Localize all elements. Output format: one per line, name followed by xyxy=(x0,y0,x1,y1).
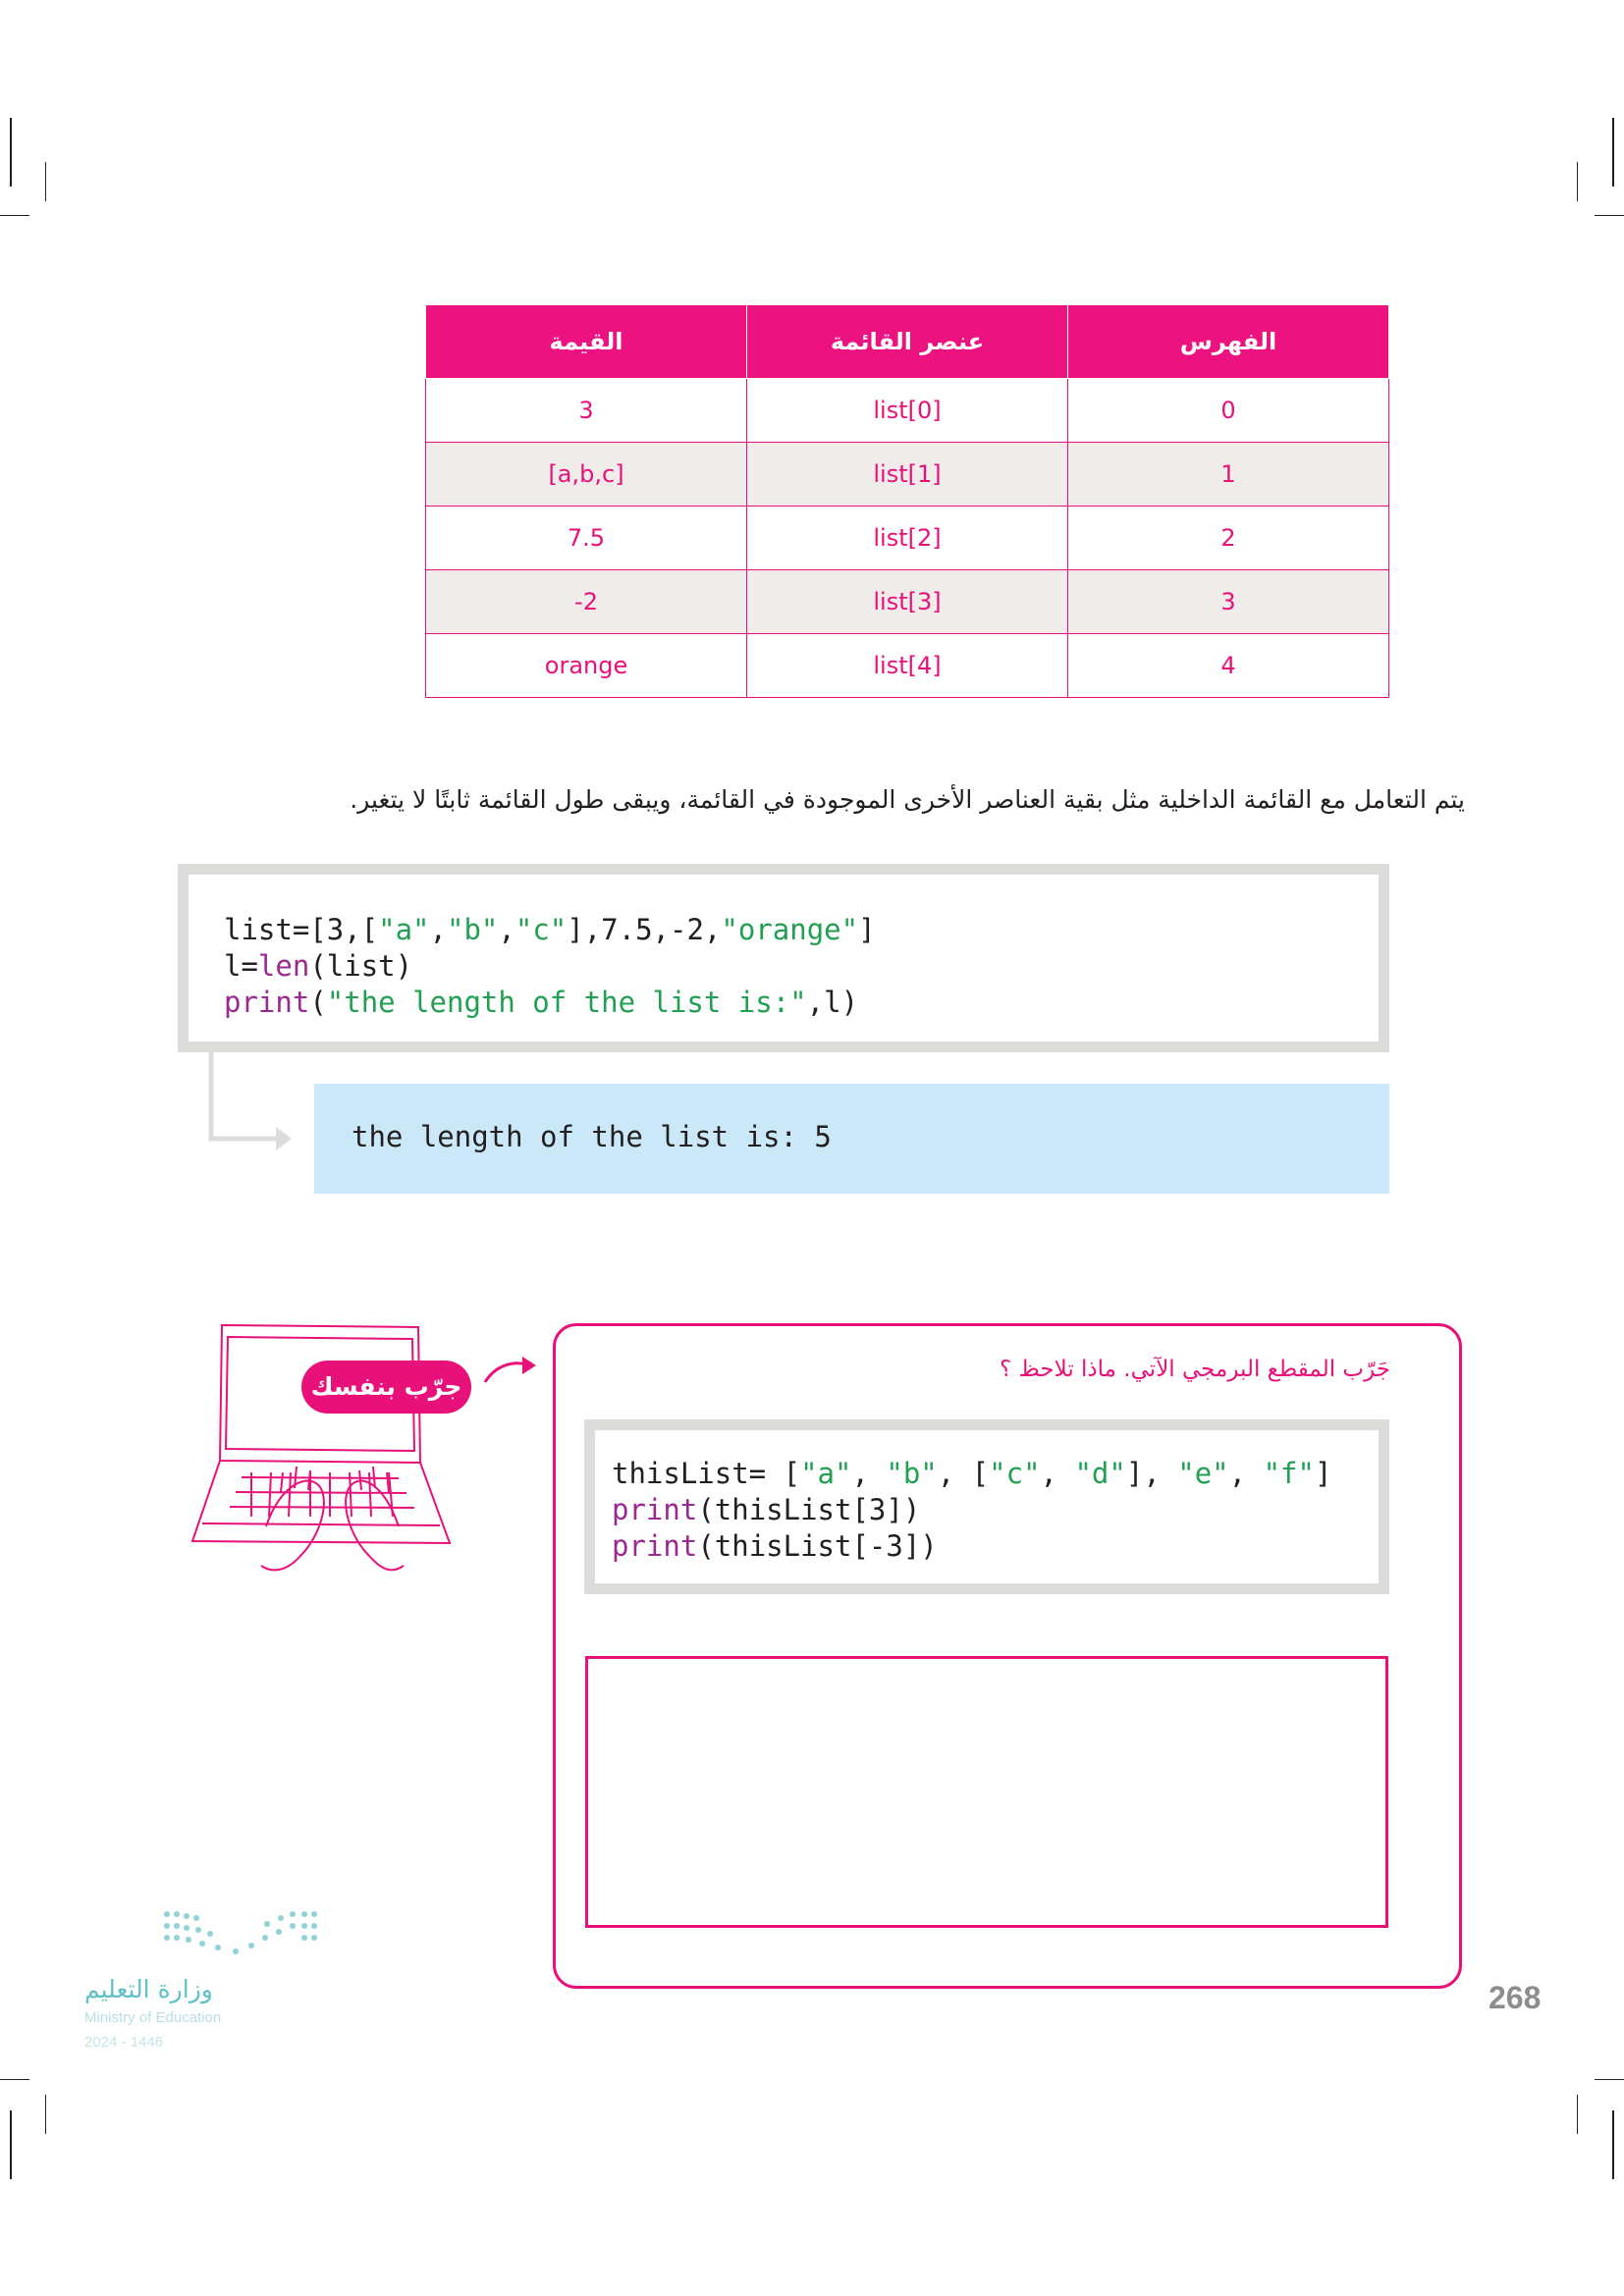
ministry-name-arabic: وزارة التعليم xyxy=(84,1975,213,2003)
ministry-logo-icon xyxy=(157,1906,324,1959)
cell-index: 0 xyxy=(1068,379,1389,443)
table-header-row xyxy=(426,305,1389,379)
try-code-block xyxy=(584,1419,1389,1594)
crop-mark xyxy=(45,2095,46,2134)
code-line-1: list=[3,["a","b","c"],7.5,-2,"orange"] xyxy=(224,913,876,946)
cell-element: list[0] xyxy=(747,379,1068,443)
code-block xyxy=(178,864,1389,1052)
ministry-year: 2024 - 1446 xyxy=(84,2034,164,2051)
cell-value: 3 xyxy=(426,379,747,443)
laptop-typing-icon xyxy=(173,1315,458,1580)
crop-mark xyxy=(45,162,46,201)
try-code-line-2: print(thisList[3]) xyxy=(612,1493,921,1526)
crop-mark xyxy=(10,2110,12,2179)
header-index: الفهرس xyxy=(1068,305,1389,379)
code-line-2: l=len(list) xyxy=(224,949,413,983)
crop-mark xyxy=(1612,2110,1614,2179)
try-code-line-1: thisList= ["a", "b", ["c", "d"], "e", "f"] xyxy=(612,1457,1332,1490)
try-code-text xyxy=(612,1456,1331,1565)
cell-element: list[2] xyxy=(747,507,1068,570)
crop-mark xyxy=(1577,2095,1578,2134)
answer-area[interactable] xyxy=(585,1656,1388,1928)
ministry-name-english: Ministry of Education xyxy=(84,2009,222,2026)
header-value: القيمة xyxy=(426,305,747,379)
cell-index: 2 xyxy=(1068,507,1389,570)
table-row xyxy=(426,507,1389,570)
explanation-paragraph: يتم التعامل مع القائمة الداخلية مثل بقية العناصر الأخرى الموجودة في القائمة، ويبقى طول القائمة ثابتًا لا يتغير. xyxy=(350,785,1465,814)
cell-element: list[4] xyxy=(747,634,1068,698)
try-yourself-badge: جرّب بنفسك xyxy=(301,1361,471,1414)
try-instruction: جَرّب المقطع البرمجي الآتي. ماذا تلاحظ ؟ xyxy=(1000,1357,1390,1382)
cell-value: [a,b,c] xyxy=(426,443,747,507)
cell-value: -2 xyxy=(426,570,747,634)
crop-mark xyxy=(0,215,29,216)
list-index-table xyxy=(425,304,1389,698)
page-number: 268 xyxy=(1489,1980,1542,2015)
crop-mark xyxy=(1595,2079,1624,2080)
curved-arrow-icon xyxy=(481,1353,540,1388)
table-row xyxy=(426,443,1389,507)
header-element: عنصر القائمة xyxy=(747,305,1068,379)
crop-mark xyxy=(1612,118,1614,187)
output-panel xyxy=(314,1084,1389,1194)
cell-element: list[3] xyxy=(747,570,1068,634)
cell-value: orange xyxy=(426,634,747,698)
try-code-line-3: print(thisList[-3]) xyxy=(612,1529,938,1563)
table-row xyxy=(426,570,1389,634)
code-line-3: print("the length of the list is:",l) xyxy=(224,986,859,1019)
crop-mark xyxy=(10,118,12,187)
cell-index: 3 xyxy=(1068,570,1389,634)
output-text: the length of the list is: 5 xyxy=(352,1120,832,1153)
code-text xyxy=(224,912,876,1021)
crop-mark xyxy=(1595,215,1624,216)
crop-mark xyxy=(0,2079,29,2080)
table-row xyxy=(426,379,1389,443)
cell-value: 7.5 xyxy=(426,507,747,570)
cell-index: 1 xyxy=(1068,443,1389,507)
table-row xyxy=(426,634,1389,698)
output-arrow-icon xyxy=(201,1050,299,1158)
cell-element: list[1] xyxy=(747,443,1068,507)
cell-index: 4 xyxy=(1068,634,1389,698)
crop-mark xyxy=(1577,162,1578,201)
